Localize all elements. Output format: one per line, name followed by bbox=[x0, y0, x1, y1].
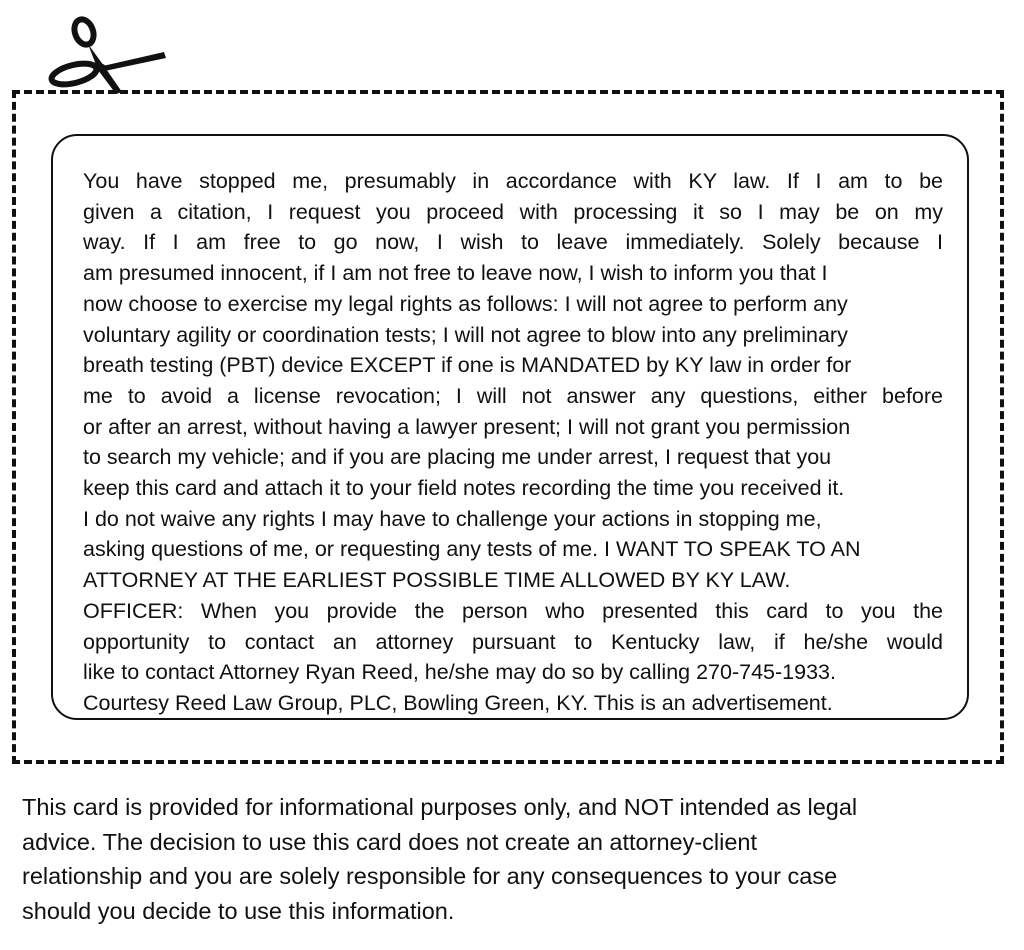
card-line: opportunity to contact an attorney pursuant to Kentucky law, if he/she would bbox=[83, 629, 943, 654]
disclaimer-line: should you decide to use this information. bbox=[22, 897, 455, 924]
card-line: or after an arrest, without having a lawyer present; I will not grant you permission bbox=[83, 414, 851, 439]
card-line: I do not waive any rights I may have to challenge your actions in stopping me, bbox=[83, 506, 822, 531]
card-line: voluntary agility or coordination tests; I will not agree to blow into any preliminary bbox=[83, 322, 848, 347]
card-line: to search my vehicle; and if you are placing me under arrest, I request that you bbox=[83, 445, 832, 470]
disclaimer-line: relationship and you are solely responsible for any consequences to your case bbox=[22, 863, 838, 889]
card-line: way. If I am free to go now, I wish to leave immediately. Solely because I bbox=[83, 230, 943, 255]
disclaimer bbox=[22, 790, 1012, 928]
disclaimer-line: advice. The decision to use this card does not create an attorney-client bbox=[22, 828, 758, 855]
card-line: me to avoid a license revocation; I will not answer any questions, either before bbox=[83, 383, 943, 408]
card-line: given a citation, I request you proceed with processing it so I may be on my bbox=[83, 199, 943, 224]
card-line: keep this card and attach it to your field notes recording the time you received it. bbox=[83, 476, 845, 501]
card-line: now choose to exercise my legal rights as follows: I will not agree to perform any bbox=[83, 291, 848, 316]
rights-card-text bbox=[83, 166, 943, 719]
card-line: breath testing (PBT) device EXCEPT if one is MANDATED by KY law in order for bbox=[83, 353, 852, 378]
disclaimer-line: This card is provided for informational purposes only, and NOT intended as legal bbox=[22, 794, 858, 820]
card-line: am presumed innocent, if I am not free to leave now, I wish to inform you that I bbox=[83, 261, 828, 286]
card-line: You have stopped me, presumably in accordance with KY law. If I am to be bbox=[83, 169, 943, 193]
scissors-icon bbox=[44, 8, 174, 98]
card-line: like to contact Attorney Ryan Reed, he/she may do so by calling 270-745-1933. bbox=[83, 660, 836, 685]
rights-card bbox=[51, 134, 969, 720]
card-line: Courtesy Reed Law Group, PLC, Bowling Green, KY. This is an advertisement. bbox=[83, 690, 833, 715]
card-line: asking questions of me, or requesting any tests of me. I WANT TO SPEAK TO AN bbox=[83, 537, 861, 562]
card-line: ATTORNEY AT THE EARLIEST POSSIBLE TIME ALLOWED BY KY LAW. bbox=[83, 568, 791, 593]
card-line: OFFICER: When you provide the person who presented this card to you the bbox=[83, 598, 943, 623]
